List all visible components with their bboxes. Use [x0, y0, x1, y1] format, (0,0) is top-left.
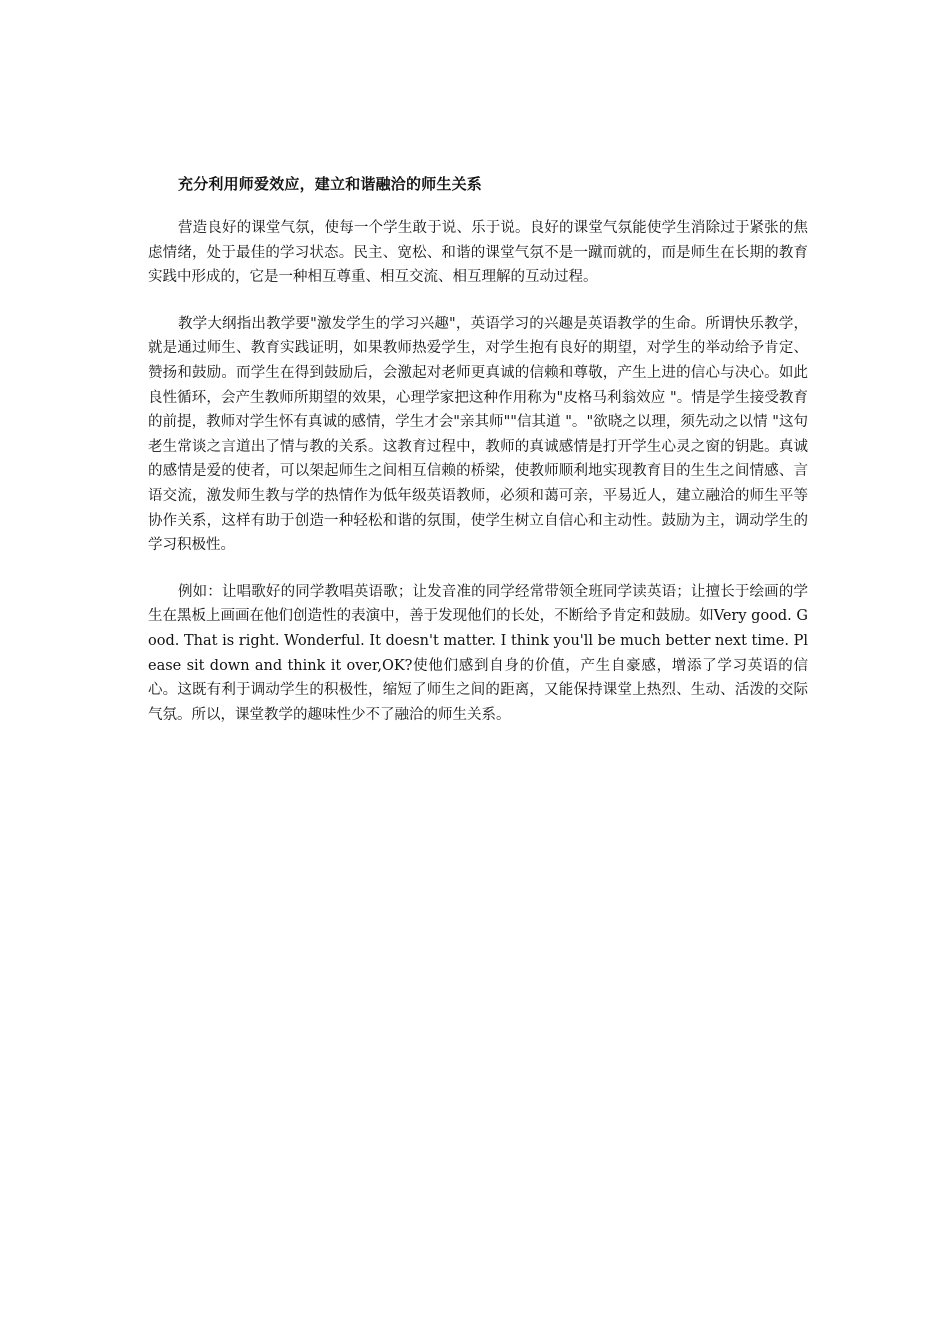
document-body	[148, 172, 808, 749]
document-title: 充分利用师爱效应，建立和谐融洽的师生关系	[178, 175, 483, 193]
paragraph-classroom-atmosphere: 营造良好的课堂气氛，使每一个学生敢于说、乐于说。良好的课堂气氛能使学生消除过于紧张的焦虑情绪，处于最佳的学习状态。民主、宽松、和谐的课堂气氛不是一蹴而就的，而是师生在长期的教育实践中形成的，它是一种相互尊重、相互交流、相互理解的互动过程。	[148, 220, 808, 286]
paragraph-teaching-interest: 教学大纲指出教学要"激发学生的学习兴趣"，英语学习的兴趣是英语教学的生命。所谓快乐教学，就是通过师生、教育实践证明，如果教师热爱学生，对学生抱有良好的期望，对学生的举动给予肯定、赞扬和鼓励。而学生在得到鼓励后，会激起对老师更真诚的信赖和尊敬，产生上进的信心与决心。如此良性循环，会产生教师所期望的效果，心理学家把这种作用称为"皮格马利翁效应 "。情是学生接受教育的前提，教师对学生怀有真诚的感情，学生才会"亲其师""信其道 "。"欲晓之以理，须先动之以情 "这句老生常谈之言道出了情与教的关系。这教育过程中，教师的真诚感情是打开学生心灵之窗的钥匙。真诚的感情是爱的使者，可以架起师生之间相互信赖的桥梁，使教师顺利地实现教育目的生生之间情感、言语交流，激发师生教与学的热情作为低年级英语教师，必须和蔼可亲，平易近人，建立融洽的师生平等协作关系，这样有助于创造一种轻松和谐的氛围，使学生树立自信心和主动性。鼓励为主，调动学生的学习积极性。	[148, 315, 808, 554]
paragraph-examples: 例如：让唱歌好的同学教唱英语歌；让发音准的同学经常带领全班同学读英语；让擅长于绘画的学生在黑板上画画在他们创造性的表演中，善于发现他们的长处，不断给予肯定和鼓励。如Very good. Good. That is right. Wonderful. It doesn't matter. I think you'll be much better next time. Please sit down and think it over,OK?使他们感到自身的价值，产生自豪感，增添了学习英语的信心。这既有利于调动学生的积极性，缩短了师生之间的距离，又能保持课堂上热烈、生动、活泼的交际气氛。所以，课堂教学的趣味性少不了融洽的师生关系。	[148, 583, 808, 723]
